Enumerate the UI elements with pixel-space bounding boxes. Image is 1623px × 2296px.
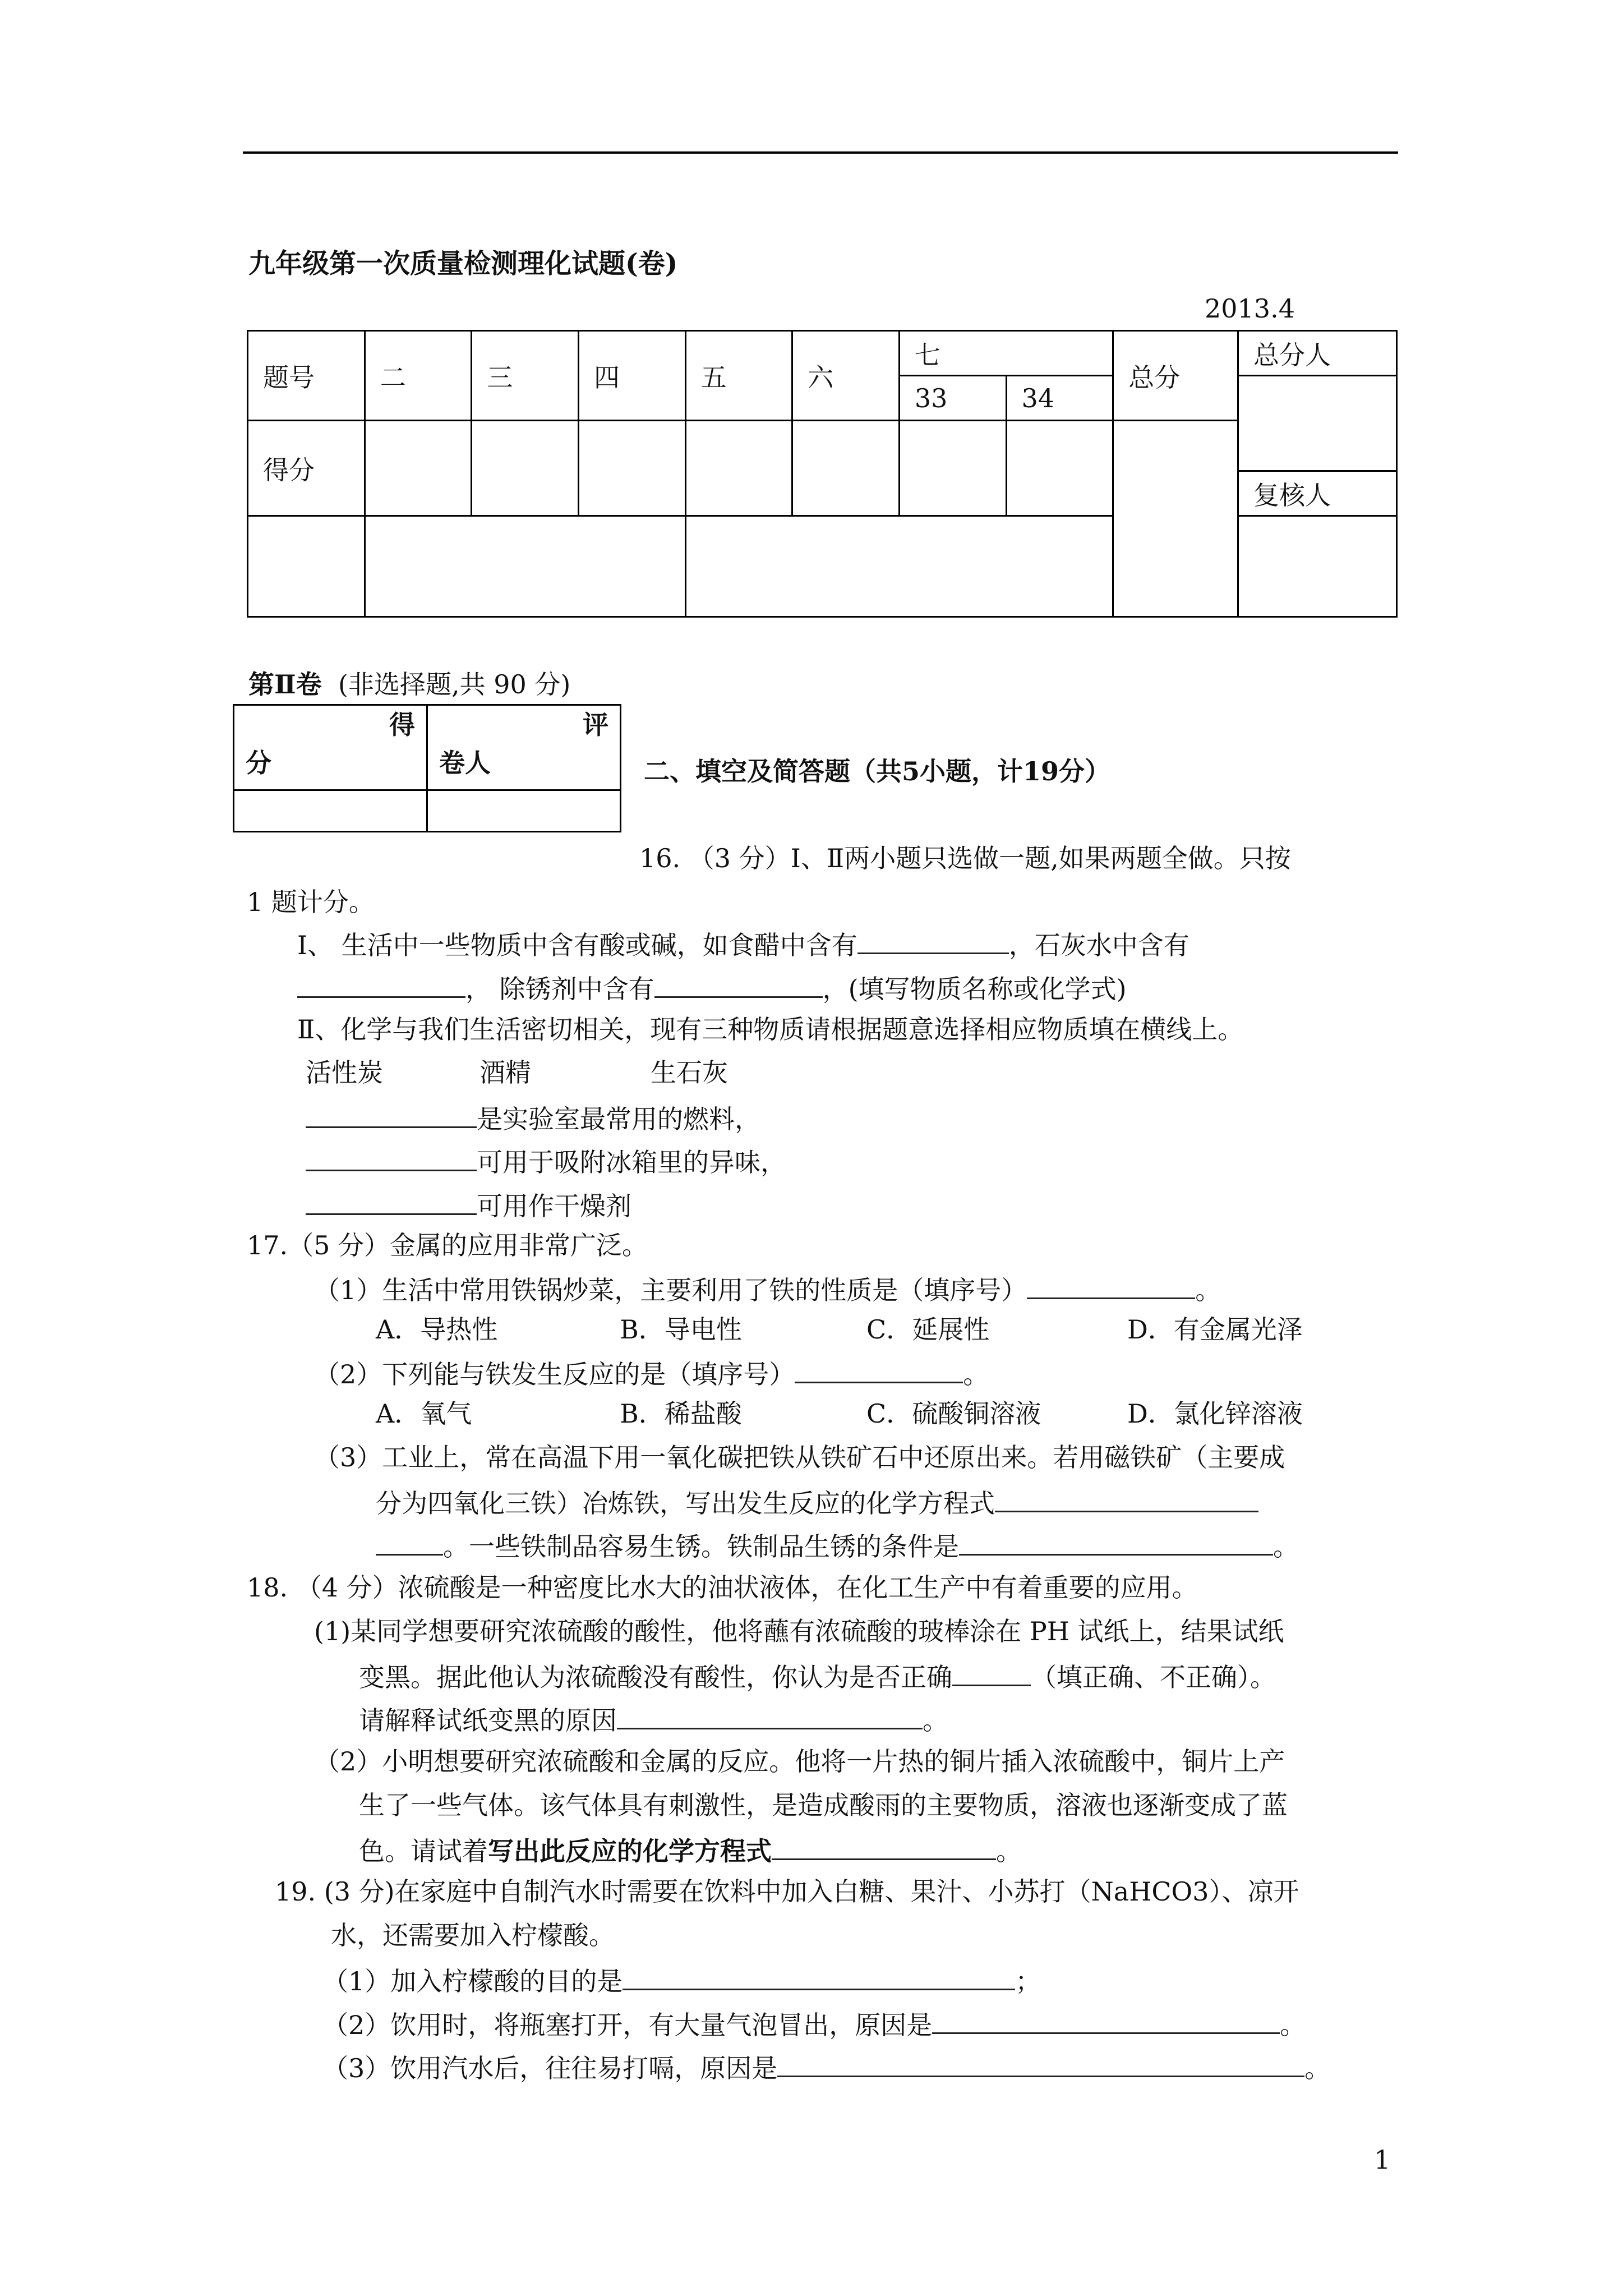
exam-date: 2013.4 (1205, 293, 1295, 324)
score-table (247, 330, 1398, 618)
q17-blank-rust-condition[interactable] (959, 1527, 1273, 1556)
q16-blank-text-2: 可用于吸附冰箱里的异味， (477, 1147, 786, 1177)
q17-s2-opt-d: D．氯化锌溶液 (1127, 1398, 1303, 1429)
q17-sub3-text-3: 。一些铁制品容易生锈。铁制品生锈的条件是 (443, 1531, 959, 1562)
q17-sub3-text-2: 分为四氧化三铁）冶炼铁，写出发生反应的化学方程式 (376, 1488, 995, 1519)
q16-blank-rust-remover[interactable] (654, 969, 823, 998)
q19-blank-1[interactable] (623, 1962, 1015, 1990)
q17-sub2-text: （2）下列能与铁发生反应的是（填序号） (314, 1359, 795, 1389)
q17-blank-equation-a[interactable] (995, 1484, 1258, 1512)
extra-cell-2 (365, 516, 685, 617)
q17-sub3-line1: （3）工业上，常在高温下用一氧化碳把铁从铁矿石中还原出来。若用磁铁矿（主要成 (314, 1442, 1285, 1473)
col-header-2: 二 (365, 331, 472, 421)
q17-sub1-end: 。 (1195, 1275, 1221, 1305)
q17-blank-2[interactable] (795, 1355, 963, 1383)
score-cell-3 (472, 421, 579, 516)
extra-cell-3 (685, 516, 1113, 617)
grader-name-blank (427, 790, 621, 832)
question-number-label: 题号 (248, 331, 365, 421)
section2-subtitle: (非选择题,共 90 分) (338, 669, 571, 700)
q18-sub2-end: 。 (996, 1836, 1022, 1866)
grader-score-text-1: 得 (389, 710, 415, 740)
q17-s2-opt-c: C．硫酸铜溶液 (866, 1398, 1041, 1429)
q16-blank-fuel[interactable] (306, 1099, 477, 1128)
q16-part1-text-c: ， 除锈剂中含有 (465, 974, 654, 1004)
grader-table (233, 704, 621, 832)
q17-sub3-line3 (376, 1527, 1299, 1563)
q17-s1-opt-a: A．导热性 (376, 1314, 498, 1345)
q18-sub2-text-3a: 色。请试着 (359, 1836, 488, 1866)
page-number: 1 (1374, 2145, 1391, 2175)
q19-sub3 (322, 2049, 1330, 2085)
extra-cell-1 (248, 516, 365, 617)
q18-sub1-line3 (359, 1701, 948, 1737)
q16-option-3: 生石灰 (651, 1057, 728, 1088)
q19-sub2 (322, 2005, 1306, 2042)
col-header-6: 六 (792, 331, 900, 421)
q18-sub2-line1: （2）小明想要研究浓硫酸和金属的反应。他将一片热的铜片插入浓硫酸中，铜片上产 (314, 1746, 1285, 1777)
col-header-3: 三 (472, 331, 579, 421)
total-score-label: 总分 (1113, 331, 1238, 421)
section2-title: 第Ⅱ卷 (248, 669, 322, 700)
q17-s2-opt-a: A．氧气 (376, 1398, 472, 1429)
col-header-7: 七 (899, 331, 1113, 376)
q17-stem: 17.（5 分）金属的应用非常广泛。 (247, 1230, 648, 1260)
q16-line1: 16. （3 分）Ⅰ、Ⅱ两小题只选做一题,如果两题全做。只按 (639, 843, 1291, 873)
score-row-label: 得分 (248, 421, 365, 516)
q18-sub1-line1: (1)某同学想要研究浓硫酸的酸性，他将蘸有浓硫酸的玻棒涂在 PH 试纸上，结果试纸 (314, 1616, 1284, 1646)
q18-sub1-text-2b: （填正确、不正确）。 (1031, 1662, 1276, 1692)
q17-sub1 (314, 1271, 1221, 1307)
reviewer-label: 复核人 (1238, 471, 1396, 516)
q18-blank-correct[interactable] (952, 1658, 1031, 1686)
grader-name-text-1: 评 (583, 710, 608, 740)
reviewer-signature-cell (1238, 516, 1396, 617)
q16-option-2: 酒精 (479, 1057, 531, 1088)
section2-title-line (248, 668, 570, 701)
q18-sub1-line2 (359, 1658, 1276, 1694)
q16-blank-line-2 (306, 1143, 786, 1179)
q19-stem-line1: 19. (3 分)在家庭中自制汽水时需要在饮料中加入白糖、果汁、小苏打（NaHCO3）、凉开 (275, 1876, 1299, 1907)
q17-sub3-end: 。 (1273, 1531, 1299, 1562)
q16-blank-limewater[interactable] (297, 969, 465, 998)
q16-part1-text-b: ，石灰水中含有 (1008, 930, 1189, 960)
q18-sub2-text-3b: 写出此反应的化学方程式 (488, 1836, 772, 1866)
q16-blank-adsorb[interactable] (306, 1143, 477, 1171)
q19-stem-line2: 水，还需要加入柠檬酸。 (331, 1920, 615, 1950)
q16-blank-line-3 (306, 1186, 631, 1223)
q17-sub1-text: （1）生活中常用铁锅炒菜，主要利用了铁的性质是（填序号） (314, 1275, 1027, 1305)
q18-blank-equation[interactable] (772, 1832, 996, 1860)
q19-sub2-end: 。 (1280, 2010, 1306, 2040)
grader-name-text-2: 卷人 (439, 748, 491, 778)
q17-sub3-line2 (376, 1484, 1258, 1520)
q17-s1-opt-b: B．导电性 (620, 1314, 742, 1345)
score-cell-5 (685, 421, 792, 516)
q18-sub2-line2: 生了一些气体。该气体具有刺激性，是造成酸雨的主要物质，溶液也逐渐变成了蓝 (359, 1790, 1288, 1820)
q16-part1-line1 (297, 926, 1189, 962)
q17-s1-opt-c: C．延展性 (866, 1314, 990, 1345)
q16-part1-text-d: ，(填写物质名称或化学式) (822, 974, 1127, 1004)
q19-sub3-end: 。 (1304, 2053, 1331, 2083)
q19-sub3-text: （3）饮用汽水后，往往易打嗝，原因是 (322, 2053, 778, 2083)
score-cell-6 (792, 421, 900, 516)
total-score-cell (1113, 421, 1238, 617)
q16-line2: 1 题计分。 (247, 887, 375, 917)
q16-blank-vinegar[interactable] (857, 926, 1009, 954)
grader-score-cell (234, 705, 427, 790)
section2-heading: 二、填空及简答题（共5小题，计19分） (644, 756, 1111, 786)
col-header-5: 五 (685, 331, 792, 421)
scorer-signature-cell (1238, 376, 1396, 471)
grader-name-cell (427, 705, 621, 790)
q16-part1-line2 (297, 969, 1127, 1006)
score-cell-4 (578, 421, 685, 516)
q19-sub1-end: ； (1015, 1966, 1041, 1996)
q18-sub2-line3 (359, 1832, 1022, 1868)
q16-blank-desiccant[interactable] (306, 1186, 477, 1215)
score-cell-2 (365, 421, 472, 516)
score-cell-34 (1006, 421, 1113, 516)
col-header-4: 四 (578, 331, 685, 421)
header-rule (243, 151, 1398, 154)
scorer-label: 总分人 (1238, 331, 1396, 376)
q17-sub2 (314, 1355, 989, 1391)
q19-sub1-text: （1）加入柠檬酸的目的是 (322, 1966, 623, 1996)
score-cell-33 (899, 421, 1006, 516)
q16-part1-text-a: Ⅰ、 生活中一些物质中含有酸或碱，如食醋中含有 (297, 930, 857, 960)
grader-score-blank (234, 790, 427, 832)
q19-sub2-text: （2）饮用时，将瓶塞打开，有大量气泡冒出，原因是 (322, 2010, 933, 2040)
col-header-33: 33 (899, 376, 1006, 421)
q18-blank-reason[interactable] (617, 1701, 923, 1729)
q17-blank-equation-b[interactable] (376, 1527, 443, 1556)
q16-blank-text-1: 是实验室最常用的燃料， (477, 1104, 760, 1134)
q18-sub1-end: 。 (923, 1705, 948, 1736)
q18-sub1-text-2a: 变黑。据此他认为浓硫酸没有酸性，你认为是否正确 (359, 1662, 952, 1692)
q19-blank-3[interactable] (777, 2049, 1304, 2077)
q18-stem: 18. （4 分）浓硫酸是一种密度比水大的油状液体，在化工生产中有着重要的应用。 (247, 1572, 1198, 1603)
q16-blank-text-3: 可用作干燥剂 (477, 1191, 631, 1221)
q16-option-1: 活性炭 (306, 1057, 383, 1088)
q17-blank-1[interactable] (1027, 1271, 1195, 1299)
q17-s1-opt-d: D．有金属光泽 (1127, 1314, 1303, 1345)
q17-s2-opt-b: B．稀盐酸 (620, 1398, 742, 1429)
q19-blank-2[interactable] (932, 2005, 1280, 2034)
col-header-34: 34 (1006, 376, 1113, 421)
exam-title: 九年级第一次质量检测理化试题(卷) (248, 248, 678, 279)
grader-score-text-2: 分 (246, 748, 271, 778)
q16-part2: Ⅱ、化学与我们生活密切相关，现有三种物质请根据题意选择相应物质填在横线上。 (297, 1014, 1244, 1045)
q17-sub2-end: 。 (963, 1359, 989, 1389)
q18-sub1-text-3: 请解释试纸变黑的原因 (359, 1705, 617, 1736)
q16-blank-line-1 (306, 1099, 760, 1136)
q19-sub1 (322, 1962, 1041, 1998)
